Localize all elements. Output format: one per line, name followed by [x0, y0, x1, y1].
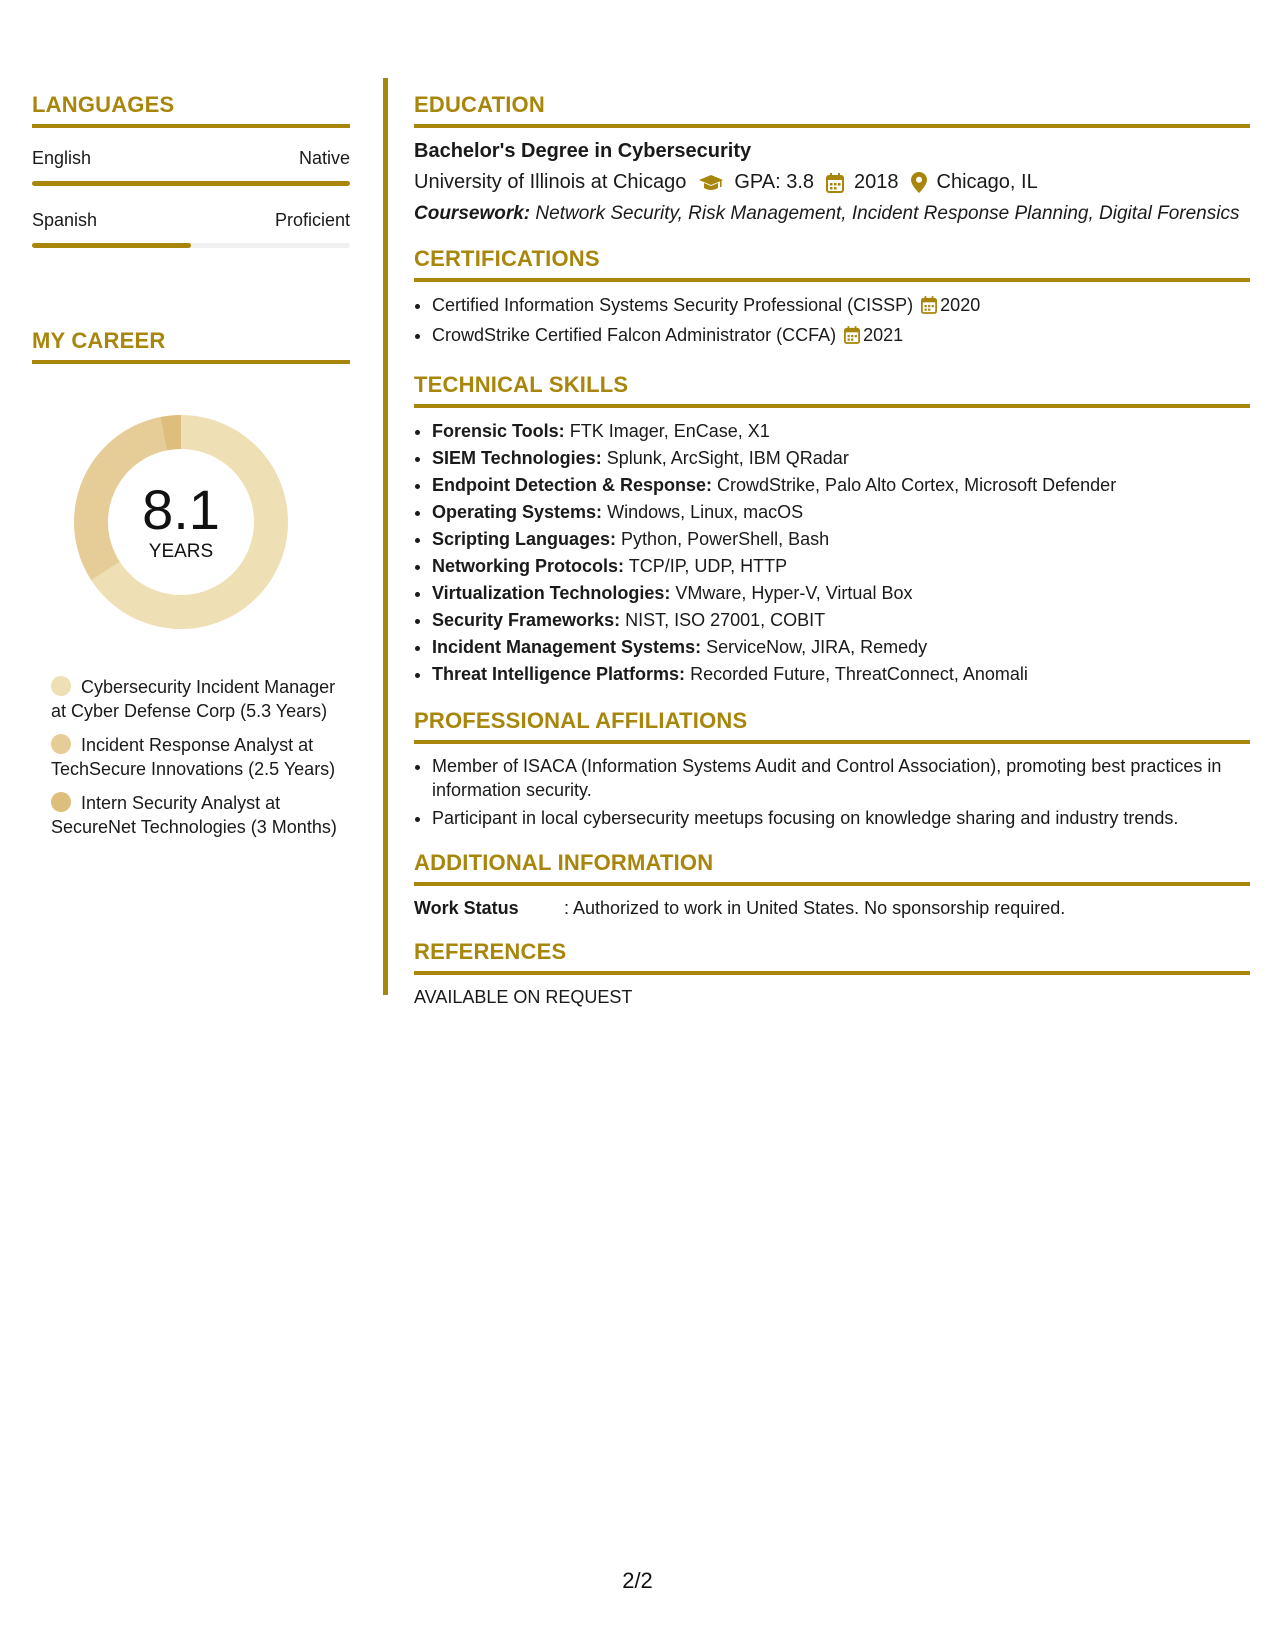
skill-label: Forensic Tools: — [432, 421, 565, 441]
gpa: GPA: 3.8 — [734, 171, 815, 193]
left-column — [32, 92, 350, 849]
right-column — [414, 92, 1250, 1028]
degree: Bachelor's Degree in Cybersecurity — [414, 140, 752, 162]
skill-item — [432, 526, 1250, 553]
additional-section — [414, 850, 1250, 919]
skill-item — [432, 472, 1250, 499]
language-item — [32, 148, 350, 186]
skill-value: VMware, Hyper-V, Virtual Box — [675, 583, 913, 603]
work-status-label: Work Status — [414, 898, 519, 918]
skill-label: Networking Protocols: — [432, 556, 625, 576]
career-donut — [66, 407, 296, 637]
certifications-title: CERTIFICATIONS — [414, 246, 1250, 282]
skill-label: Endpoint Detection & Response: — [432, 475, 713, 495]
skill-value: Splunk, ArcSight, IBM QRadar — [606, 448, 849, 468]
certification-year: 2021 — [863, 325, 904, 345]
affiliation-item: • Participant in local cybersecurity meetups focusing on knowledge sharing and industry trends. — [432, 806, 1250, 830]
education-meta — [414, 171, 1250, 194]
skill-value: Python, PowerShell, Bash — [621, 529, 830, 549]
language-name: Spanish — [32, 210, 98, 230]
work-status-row — [414, 898, 1250, 919]
graduation-year: 2018 — [854, 171, 899, 193]
certification-name: Certified Information Systems Security Professional (CISSP) — [432, 295, 914, 315]
career-legend-label: Cybersecurity Incident Manager at Cyber Defense Corp (5.3 Years) — [51, 677, 336, 721]
skill-label: Operating Systems: — [432, 502, 603, 522]
coursework-list: Network Security, Risk Management, Incident Response Planning, Digital Forensics — [535, 203, 1240, 224]
skills-list — [414, 418, 1250, 688]
languages-title: LANGUAGES — [32, 92, 350, 128]
language-item — [32, 210, 350, 248]
language-level: Native — [298, 148, 350, 168]
skill-item — [432, 580, 1250, 607]
references-title: REFERENCES — [414, 939, 1250, 975]
skill-label: Virtualization Technologies: — [432, 583, 671, 603]
column-divider — [383, 78, 388, 995]
skill-item — [432, 418, 1250, 445]
language-level: Proficient — [274, 210, 350, 230]
affiliations-section — [414, 708, 1250, 830]
skill-value: Recorded Future, ThreatConnect, Anomali — [690, 664, 1028, 684]
page-number: 2/2 — [622, 1568, 653, 1593]
skill-label: Incident Management Systems: — [432, 637, 702, 657]
additional-title: ADDITIONAL INFORMATION — [414, 850, 1250, 886]
language-bar-fill — [32, 181, 350, 186]
career-legend-item — [51, 675, 341, 723]
career-legend — [51, 675, 341, 839]
references-text: AVAILABLE ON REQUEST — [414, 987, 633, 1007]
legend-dot — [51, 676, 71, 696]
coursework-label: Coursework: — [414, 203, 531, 224]
education-section — [414, 92, 1250, 226]
skill-value: Windows, Linux, macOS — [607, 502, 804, 522]
education-title: EDUCATION — [414, 92, 1250, 128]
skill-value: TCP/IP, UDP, HTTP — [628, 556, 788, 576]
references-section — [414, 939, 1250, 1008]
skill-value: ServiceNow, JIRA, Remedy — [706, 637, 928, 657]
coursework — [414, 202, 1250, 226]
career-legend-label: Incident Response Analyst at TechSecure Innovations (2.5 Years) — [51, 735, 336, 779]
skills-section — [414, 372, 1250, 688]
language-bar — [32, 243, 350, 248]
career-legend-item — [51, 791, 341, 839]
career-section — [32, 328, 350, 839]
certification-name: CrowdStrike Certified Falcon Administrator (CCFA) — [432, 325, 837, 345]
school-name: University of Illinois at Chicago — [414, 171, 687, 193]
skill-item — [432, 634, 1250, 661]
skill-label: SIEM Technologies: — [432, 448, 602, 468]
career-unit: YEARS — [148, 541, 214, 562]
graduation-cap-icon — [698, 174, 724, 192]
skill-item — [432, 499, 1250, 526]
certifications-section — [414, 246, 1250, 352]
certification-item — [432, 322, 1250, 352]
affiliation-item: • Member of ISACA (Information Systems Audit and Control Association), promoting best practices in information security. — [432, 754, 1250, 802]
skill-item — [432, 553, 1250, 580]
legend-dot — [51, 792, 71, 812]
language-bar — [32, 181, 350, 186]
certifications-list — [414, 292, 1250, 352]
career-legend-label: Intern Security Analyst at SecureNet Technologies (3 Months) — [51, 793, 337, 837]
affiliations-title: PROFESSIONAL AFFILIATIONS — [414, 708, 1250, 744]
skill-value: NIST, ISO 27001, COBIT — [625, 610, 826, 630]
skill-value: CrowdStrike, Palo Alto Cortex, Microsoft Defender — [717, 475, 1117, 495]
affiliations-list — [414, 754, 1250, 830]
location-pin-icon — [911, 172, 927, 193]
skill-item — [432, 661, 1250, 688]
calendar-icon — [921, 295, 937, 322]
work-status-value: : Authorized to work in United States. No sponsorship required. — [564, 898, 1066, 918]
calendar-icon — [844, 325, 860, 352]
legend-dot — [51, 734, 71, 754]
language-name: English — [32, 148, 92, 168]
certification-item — [432, 292, 1250, 322]
certification-year: 2020 — [940, 295, 981, 315]
skill-label: Scripting Languages: — [432, 529, 617, 549]
career-legend-item — [51, 733, 341, 781]
school-location: Chicago, IL — [936, 171, 1038, 193]
career-total: 8.1 — [142, 478, 220, 541]
skill-label: Threat Intelligence Platforms: — [432, 664, 686, 684]
skill-label: Security Frameworks: — [432, 610, 621, 630]
skill-value: FTK Imager, EnCase, X1 — [569, 421, 770, 441]
language-bar-fill — [32, 243, 191, 248]
career-title: MY CAREER — [32, 328, 350, 364]
calendar-icon — [826, 173, 844, 193]
skill-item — [432, 445, 1250, 472]
skill-item — [432, 607, 1250, 634]
skills-title: TECHNICAL SKILLS — [414, 372, 1250, 408]
